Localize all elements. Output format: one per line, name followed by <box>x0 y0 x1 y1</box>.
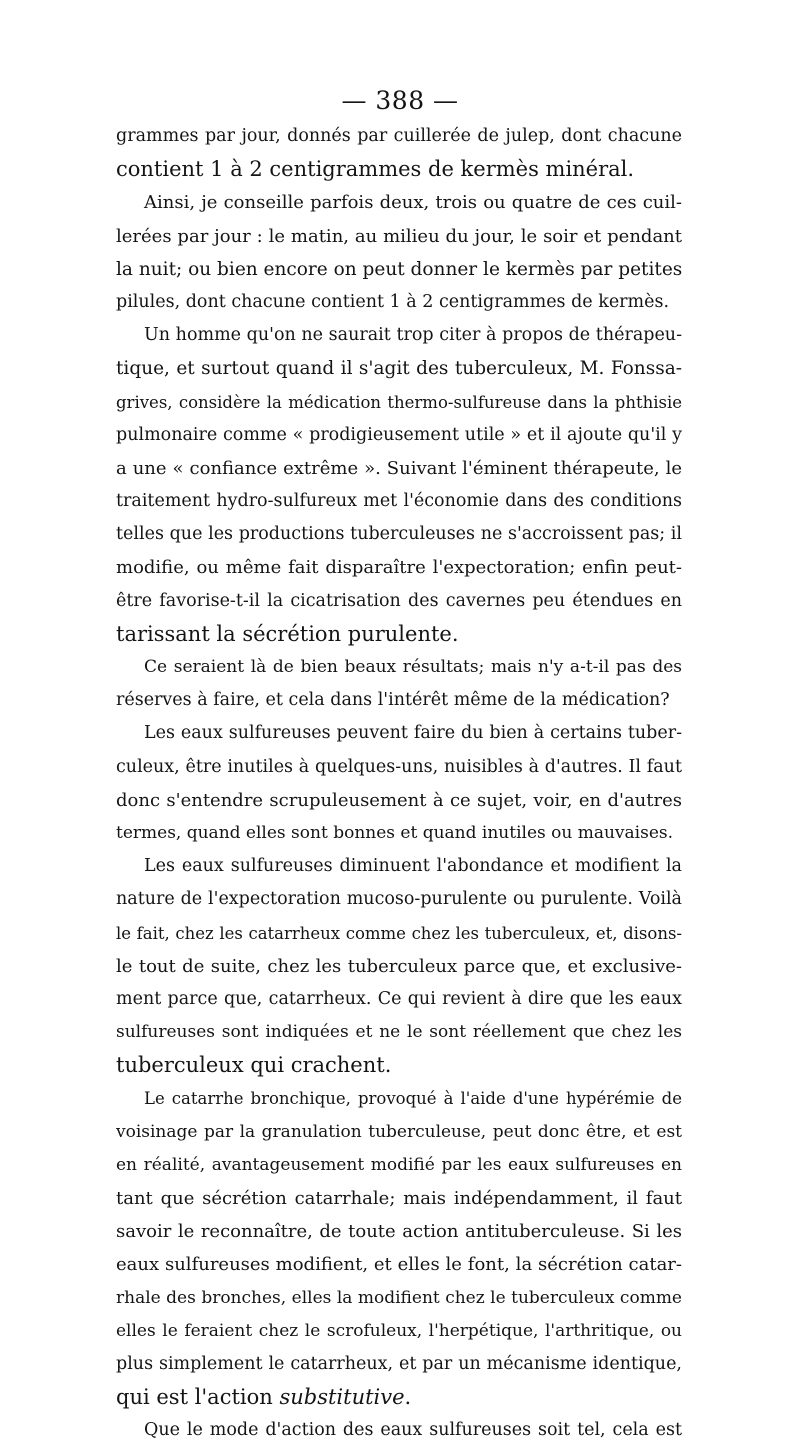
text-line: tuberculeux qui crachent. <box>116 1053 392 1078</box>
text-span: . <box>404 1385 412 1410</box>
text-line: eaux sulfureuses modifient, et elles le font, la sécrétion catar- <box>116 1254 682 1276</box>
text-line: grives, considère la médication thermo-sulfureuse dans la phthisie <box>116 392 682 412</box>
text-line: grammes par jour, donnés par cuillerée de julep, dont chacune <box>116 126 682 146</box>
text-line: lerées par jour : le matin, au milieu du jour, le soir et pendant <box>116 225 682 247</box>
text-line: pilules, dont chacune contient 1 à 2 centigrammes de kermès. <box>116 291 670 312</box>
text-line: telles que les productions tuberculeuses ne s'accroissent pas; il <box>116 524 682 545</box>
text-line: modifie, ou même fait disparaître l'expectoration; enfin peut- <box>116 557 682 579</box>
text-line: plus simplement le catarrheux, et par un mécanisme identique, <box>116 1353 682 1374</box>
text-line: culeux, être inutiles à quelques-uns, nuisibles à d'autres. Il faut <box>116 756 682 777</box>
text-line: a une « confiance extrême ». Suivant l'éminent thérapeute, le <box>116 457 682 479</box>
text-line: Les eaux sulfureuses peuvent faire du bien à certains tuber- <box>144 723 682 744</box>
text-line: sulfureuses sont indiquées et ne le sont réellement que chez les <box>116 1022 682 1043</box>
text-line: Les eaux sulfureuses diminuent l'abondance et modifient la <box>144 856 682 877</box>
text-line: Que le mode d'action des eaux sulfureuses soit tel, cela est <box>144 1420 682 1441</box>
page-number: — 388 — <box>341 86 459 115</box>
text-line: nature de l'expectoration mucoso-purulente ou purulente. Voilà <box>116 889 682 910</box>
text-line: la nuit; ou bien encore on peut donner le kermès par petites <box>116 258 682 280</box>
text-line: tique, et surtout quand il s'agit des tuberculeux, M. Fonssa- <box>116 358 682 380</box>
body-text <box>116 120 682 1448</box>
text-line: tarissant la sécrétion purulente. <box>116 621 459 646</box>
text-line: donc s'entendre scrupuleusement à ce sujet, voir, en d'autres <box>116 789 682 811</box>
text-line: rhale des bronches, elles la modifient chez le tuberculeux comme <box>116 1287 682 1308</box>
text-line: Le catarrhe bronchique, provoqué à l'aide d'une hypérémie de <box>144 1089 682 1109</box>
text-line: ment parce que, catarrheux. Ce qui revient à dire que les eaux <box>116 988 682 1009</box>
text-line: réserves à faire, et cela dans l'intérêt même de la médication? <box>116 690 670 711</box>
text-line: Un homme qu'on ne saurait trop citer à propos de thérapeu- <box>144 325 682 346</box>
text-line: termes, quand elles sont bonnes et quand inutiles ou mauvaises. <box>116 822 674 843</box>
text-line-with-italic <box>116 1381 682 1414</box>
text-line: voisinage par la granulation tuberculeuse, peut donc être, et est <box>116 1121 682 1142</box>
text-line: le tout de suite, chez les tuberculeux parce que, et exclusive- <box>116 955 682 977</box>
text-line: contient 1 à 2 centigrammes de kermès minéral. <box>116 157 635 182</box>
text-line: traitement hydro-sulfureux met l'économie dans des conditions <box>116 491 682 512</box>
text-line: être favorise-t-il la cicatrisation des cavernes peu étendues en <box>116 590 682 611</box>
text-line: Ainsi, je conseille parfois deux, trois ou quatre de ces cuil- <box>144 192 682 214</box>
text-line: elles le feraient chez le scrofuleux, l'herpétique, l'arthritique, ou <box>116 1320 682 1341</box>
text-line: en réalité, avantageusement modifié par les eaux sulfureuses en <box>116 1154 682 1175</box>
text-line: tant que sécrétion catarrhale; mais indépendamment, il faut <box>116 1188 682 1209</box>
text-line: le fait, chez les catarrheux comme chez les tuberculeux, et, disons- <box>116 923 682 943</box>
text-span: qui est l'action <box>116 1385 280 1410</box>
text-line: pulmonaire comme « prodigieusement utile » et il ajoute qu'il y <box>116 424 682 445</box>
text-line: Ce seraient là de bien beaux résultats; mais n'y a-t-il pas des <box>144 657 682 677</box>
italic-term: substitutive <box>279 1385 405 1410</box>
text-line: savoir le reconnaître, de toute action antituberculeuse. Si les <box>116 1221 682 1243</box>
